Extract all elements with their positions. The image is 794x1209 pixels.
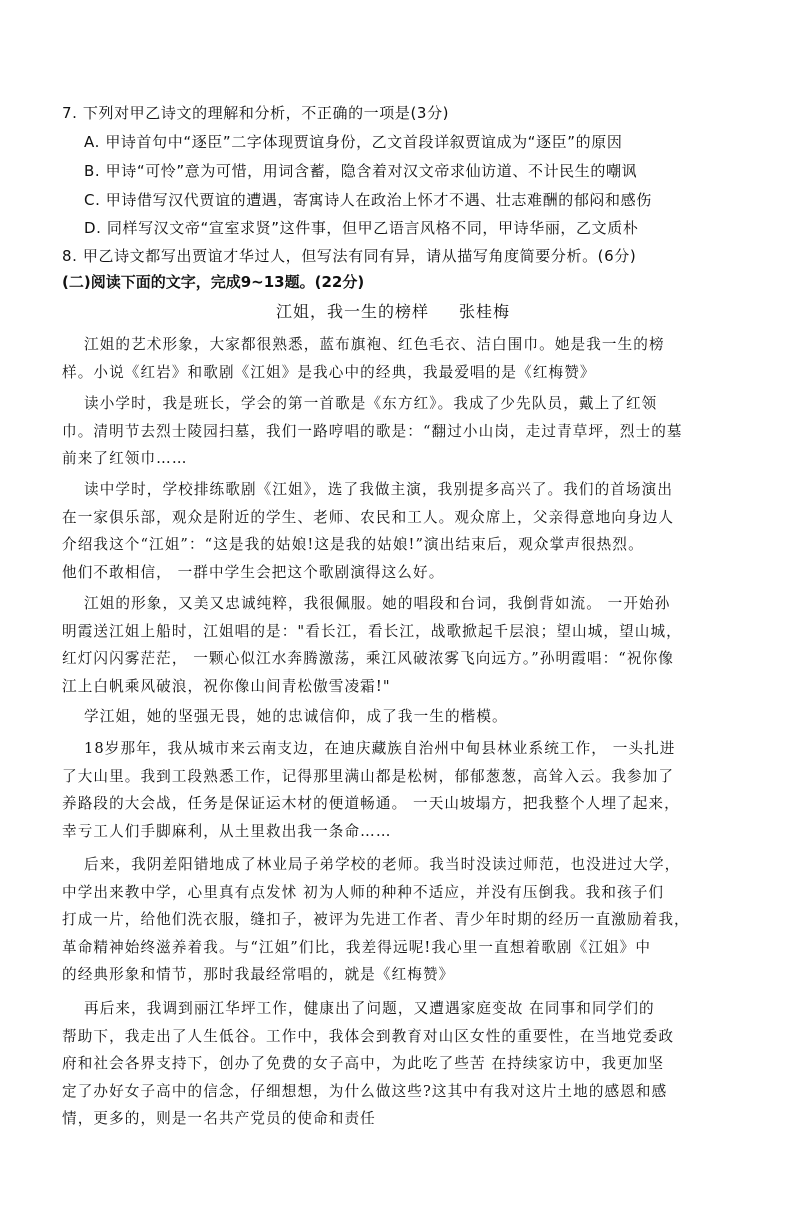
article-paragraph-1 bbox=[62, 331, 752, 386]
paragraph-line: 读小学时，我是班长，学会的第一首歌是《东方红》。我成了少先队员，戴上了红领 bbox=[84, 395, 658, 412]
article-author: 张桂梅 bbox=[459, 302, 511, 321]
paragraph-line: 后来，我阴差阳错地成了林业局子弟学校的老师。我当时没读过师范，也没进过大学， bbox=[84, 856, 681, 873]
paragraph-line: 了大山里。我到工段熟悉工作，记得那里满山都是松树，郁郁葱葱，高耸入云。我参加了 bbox=[62, 767, 675, 785]
question-7-stem: 7. 下列对甲乙诗文的理解和分析，不正确的一项是(3分) bbox=[62, 104, 450, 122]
article-paragraph-8 bbox=[62, 995, 752, 1133]
paragraph-line: 巾。清明节去烈士陵园扫墓，我们一路哼唱的歌是：“翻过小山岗，走过青草坪，烈士的墓 bbox=[62, 422, 683, 440]
paragraph-line: 的经典形象和情节，那时我最经常唱的，就是《红梅赞》 bbox=[62, 966, 455, 983]
paragraph-line: 打成一片，给他们洗衣服，缝扣子，被评为先进工作者、青少年时期的经历一直激励着我， bbox=[62, 911, 690, 928]
question-7-option-d: D. 同样写汉文帝“宣室求贤”这件事，但甲乙语言风格不同，甲诗华丽，乙文质朴 bbox=[84, 219, 639, 237]
paragraph-line: 帮助下，我走出了人生低谷。工作中，我体会到教育对山区女性的重要性，在当地党委政 bbox=[62, 1027, 675, 1045]
paragraph-line: 他们不敢相信， 一群中学生会把这个歌剧演得这么好。 bbox=[62, 563, 445, 581]
paragraph-line: 学江姐，她的坚强无畏，她的忠诚信仰，成了我一生的楷模。 bbox=[84, 708, 508, 725]
paragraph-line: 明霞送江姐上船时，江姐唱的是："看长江，看长江，战歌掀起千层浪；望山城，望山城， bbox=[62, 622, 682, 640]
question-7-option-b: B. 甲诗“可怜”意为可惜，用词含蓄，隐含着对汉文帝求仙访道、不计民生的嘲讽 bbox=[84, 162, 638, 180]
paragraph-line: 样。小说《红岩》和歌剧《江姐》是我心中的经典，我最爱唱的是《红梅赞》 bbox=[62, 363, 596, 381]
question-7-option-c: C. 甲诗借写汉代贾谊的遭遇，寄寓诗人在政治上怀才不遇、壮志难酬的郁闷和感伤 bbox=[84, 191, 652, 209]
article-paragraph-2 bbox=[62, 390, 752, 473]
paragraph-line: 幸亏工人们手脚麻利，从土里救出我一条命…… bbox=[62, 822, 392, 840]
article-paragraph-4 bbox=[62, 590, 752, 700]
paragraph-line: 府和社会各界支持下，创办了免费的女子高中，为此吃了些苦 在持续家访中，我更加坚 bbox=[62, 1055, 665, 1072]
paragraph-line: 再后来，我调到丽江华坪工作，健康出了问题，又遭遇家庭变故 在同事和同学们的 bbox=[84, 1000, 655, 1017]
article-paragraph-5 bbox=[62, 703, 752, 731]
paragraph-line: 18岁那年，我从城市来云南支边，在迪庆藏族自治州中甸县林业系统工作， 一头扎进 bbox=[84, 740, 676, 757]
paragraph-line: 介绍我这个“江姐”：“这是我的姑娘!这是我的姑娘!”演出结束后，观众掌声很热烈。 bbox=[62, 536, 644, 553]
article-title: 江姐，我一生的榜样 bbox=[276, 302, 430, 321]
article-paragraph-6 bbox=[62, 735, 752, 845]
paragraph-line: 读中学时，学校排练歌剧《江姐》，选了我做主演，我别提多高兴了。我们的首场演出 bbox=[84, 481, 674, 498]
article-title-row bbox=[276, 299, 510, 322]
section-heading: (二)阅读下面的文字，完成9~13题。(22分) bbox=[62, 273, 365, 291]
paragraph-line: 江姐的形象，又美又忠诚纯粹，我很佩服。她的唱段和台词，我倒背如流。 一开始孙 bbox=[84, 595, 671, 612]
paragraph-line: 在一家俱乐部，观众是附近的学生、老师、农民和工人。观众席上，父亲得意地向身边人 bbox=[62, 508, 675, 526]
paragraph-line: 革命精神始终滋养着我。与“江姐”们比，我差得远呢!我心里一直想着歌剧《江姐》中 bbox=[62, 938, 652, 956]
article-paragraph-3 bbox=[62, 476, 752, 586]
article-paragraph-7 bbox=[62, 851, 752, 989]
paragraph-line: 前来了红领巾…… bbox=[62, 450, 188, 467]
paragraph-line: 江姐的艺术形象，大家都很熟悉，蓝布旗袍、红色毛衣、洁白围巾。她是我一生的榜 bbox=[84, 336, 665, 353]
question-8-stem: 8. 甲乙诗文都写出贾谊才华过人，但写法有同有异，请从描写角度简要分析。(6分) bbox=[62, 247, 637, 265]
question-7-option-a: A. 甲诗首句中“逐臣”二字体现贾谊身份，乙文首段详叙贾谊成为“逐臣”的原因 bbox=[84, 133, 623, 151]
paragraph-line: 定了办好女子高中的信念，仔细想想，为什么做这些?这其中有我对这片土地的感恩和感 bbox=[62, 1082, 668, 1100]
paragraph-line: 江上白帆乘风破浪，祝你像山间青松傲雪凌霜!" bbox=[62, 677, 391, 695]
paragraph-line: 养路段的大会战，任务是保证运木材的便道畅通。 一天山坡塌方，把我整个人埋了起来， bbox=[62, 795, 680, 812]
paragraph-line: 中学出来教中学，心里真有点发怵 初为人师的种种不适应，并没有压倒我。我和孩子们 bbox=[62, 883, 665, 901]
paragraph-line: 红灯闪闪雾茫茫， 一颗心似江水奔腾激荡，乘江风破浓雾飞向远方。”孙明霞唱：“祝你像 bbox=[62, 650, 674, 667]
paragraph-line: 情，更多的，则是一名共产党员的使命和责任 bbox=[62, 1110, 376, 1127]
